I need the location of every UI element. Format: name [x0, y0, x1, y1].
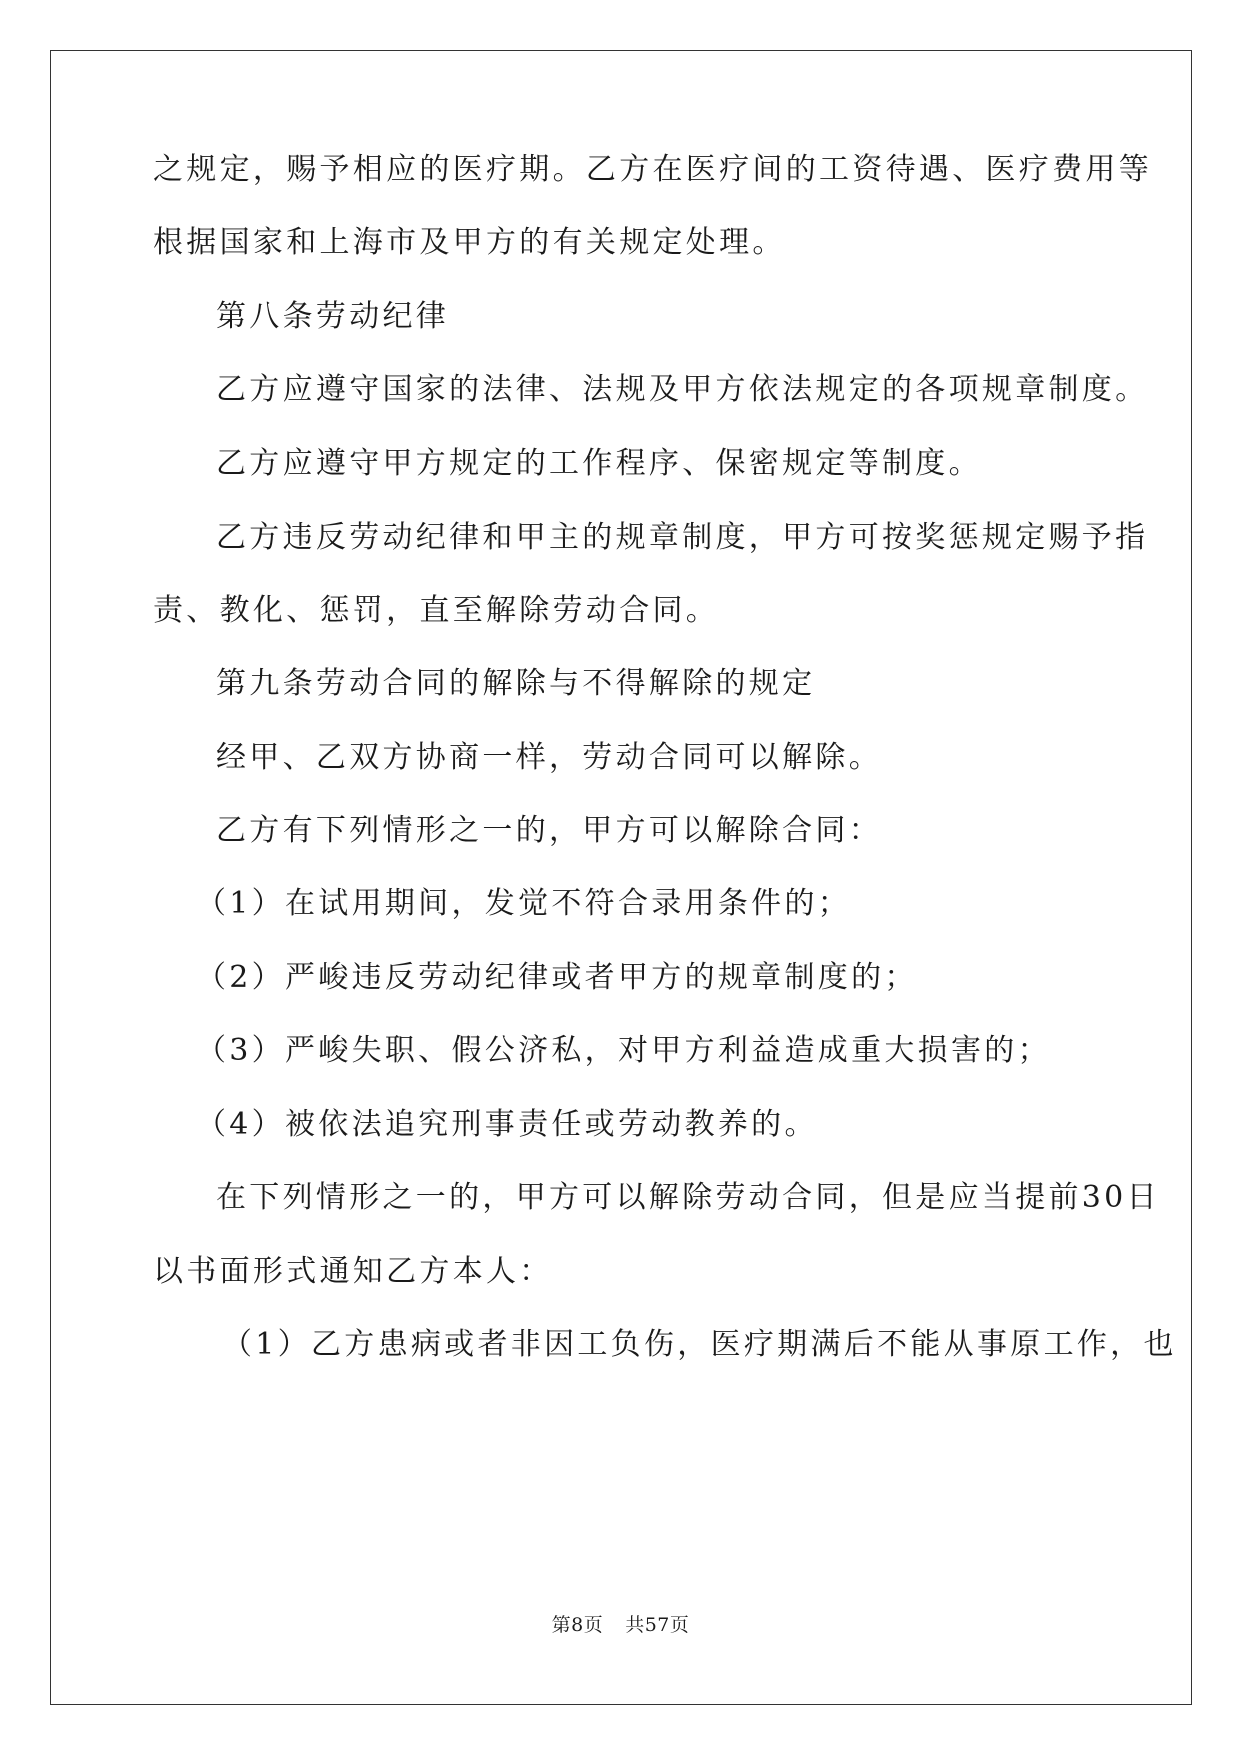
- body-line-7: 责、教化、惩罚，直至解除劳动合同。: [153, 593, 720, 628]
- page-number-current: 第8页: [551, 1614, 604, 1636]
- page-footer: [0, 1613, 1241, 1637]
- body-line-9: 经甲、乙双方协商一样，劳动合同可以解除。: [216, 740, 882, 775]
- body-line-1: 之规定，赐予相应的医疗期。乙方在医疗间的工资待遇、医疗费用等: [153, 152, 1152, 187]
- body-line-16: 以书面形式通知乙方本人：: [153, 1254, 553, 1289]
- body-line-10: 乙方有下列情形之一的，甲方可以解除合同：: [216, 813, 882, 848]
- body-line-5: 乙方应遵守甲方规定的工作程序、保密规定等制度。: [216, 446, 982, 481]
- list-item-1: （1）在试用期间，发觉不符合录用条件的；: [196, 886, 852, 921]
- list-item-2: （2）严峻违反劳动纪律或者甲方的规章制度的；: [196, 960, 918, 995]
- page-number-total: 共57页: [625, 1614, 690, 1636]
- list-item-3: （3）严峻失职、假公济私，对甲方利益造成重大损害的；: [196, 1033, 1051, 1068]
- body-line-6: 乙方违反劳动纪律和甲主的规章制度，甲方可按奖惩规定赐予指: [216, 520, 1149, 555]
- list-item-4: （4）被依法追究刑事责任或劳动教养的。: [196, 1107, 818, 1142]
- body-line-15: 在下列情形之一的，甲方可以解除劳动合同，但是应当提前30日: [216, 1180, 1160, 1215]
- body-line-2: 根据国家和上海市及甲方的有关规定处理。: [153, 225, 786, 260]
- section-heading-article-8: 第八条劳动纪律: [216, 299, 450, 334]
- section-heading-article-9: 第九条劳动合同的解除与不得解除的规定: [216, 666, 816, 701]
- list-item-sub-1: （1）乙方患病或者非因工负伤，医疗期满后不能从事原工作，也: [222, 1327, 1177, 1362]
- body-line-4: 乙方应遵守国家的法律、法规及甲方依法规定的各项规章制度。: [216, 372, 1149, 407]
